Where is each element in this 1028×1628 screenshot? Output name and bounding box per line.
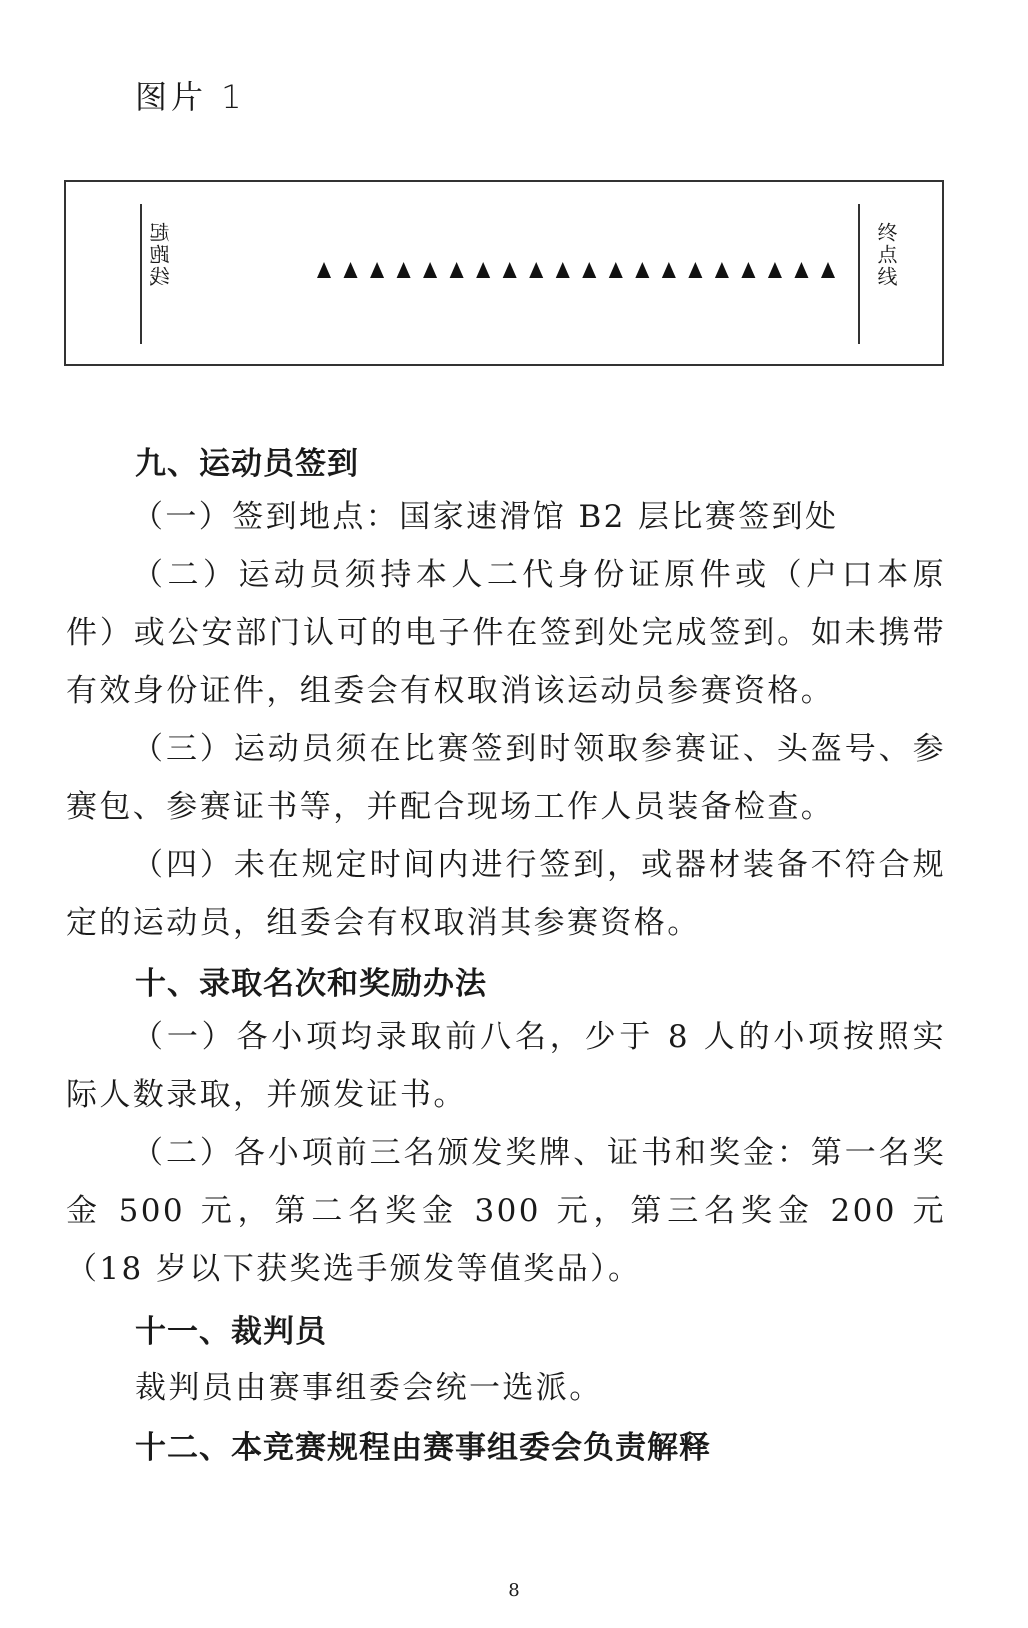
section-9-para-1: （一）签到地点：国家速滑馆 B2 层比赛签到处: [132, 499, 839, 535]
cone-marker: [635, 262, 649, 278]
section-9-para-3: （三）运动员须在比赛签到时领取参赛证、头盔号、参赛包、参赛证书等，并配合现场工作人员装备检查。: [66, 731, 946, 825]
finish-line-label: 终点线: [874, 222, 898, 288]
finish-line: [858, 204, 860, 344]
cone-marker: [476, 262, 490, 278]
section-11-para-1: 裁判员由赛事组委会统一选派。: [135, 1370, 603, 1406]
cone-marker: [582, 262, 596, 278]
section-12-title: 十二、本竞赛规程由赛事组委会负责解释: [135, 1430, 711, 1466]
cone-marker: [741, 262, 755, 278]
course-diagram: [64, 180, 944, 366]
cone-marker: [609, 262, 623, 278]
section-10-title: 十、录取名次和奖励办法: [135, 966, 487, 1002]
cone-marker: [768, 262, 782, 278]
page-number: 8: [508, 1580, 520, 1601]
section-10-para-2: （二）各小项前三名颁发奖牌、证书和奖金：第一名奖金 500 元，第二名奖金 300 元，第三名奖金 200 元（18 岁以下获奖选手颁发等值奖品）。: [66, 1135, 946, 1287]
cone-row: [316, 260, 836, 280]
section-9-title: 九、运动员签到: [135, 446, 359, 482]
cone-marker: [450, 262, 464, 278]
section-11-title: 十一、裁判员: [135, 1314, 327, 1350]
cone-marker: [529, 262, 543, 278]
cone-marker: [821, 262, 835, 278]
cone-marker: [688, 262, 702, 278]
start-line-label: 起跑线: [149, 222, 173, 288]
figure-caption: 图片 1: [135, 78, 246, 116]
cone-marker: [556, 262, 570, 278]
section-10-para-1: （一）各小项均录取前八名，少于 8 人的小项按照实际人数录取，并颁发证书。: [66, 1019, 946, 1113]
cone-marker: [662, 262, 676, 278]
cone-marker: [423, 262, 437, 278]
cone-marker: [317, 262, 331, 278]
start-line: [140, 204, 142, 344]
cone-marker: [344, 262, 358, 278]
section-9-para-4: （四）未在规定时间内进行签到，或器材装备不符合规定的运动员，组委会有权取消其参赛资格。: [66, 847, 946, 941]
cone-marker: [370, 262, 384, 278]
cone-marker: [715, 262, 729, 278]
section-9-para-2: （二）运动员须持本人二代身份证原件或（户口本原件）或公安部门认可的电子件在签到处完成签到。如未携带有效身份证件，组委会有权取消该运动员参赛资格。: [66, 557, 946, 709]
cone-marker: [503, 262, 517, 278]
cone-marker: [794, 262, 808, 278]
cone-marker: [397, 262, 411, 278]
